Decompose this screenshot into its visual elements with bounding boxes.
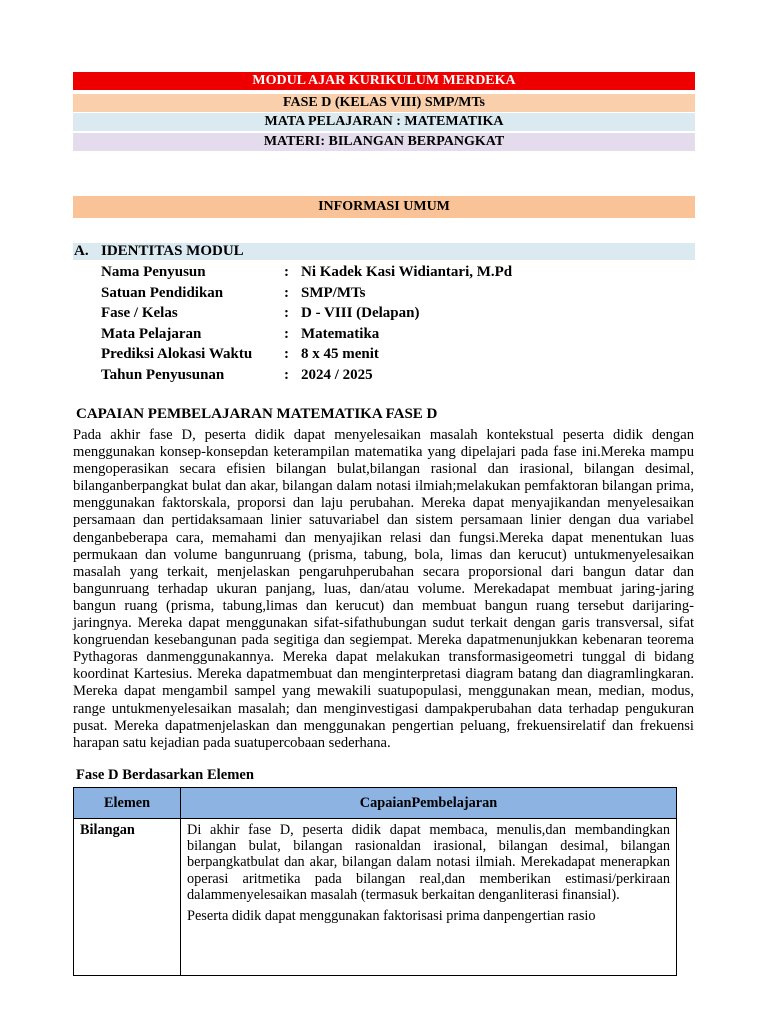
materi-band: MATERI: BILANGAN BERPANGKAT [73,133,695,151]
identitas-colon: : [284,264,289,280]
identitas-label: Nama Penyusun [101,264,206,280]
identitas-value: 2024 / 2025 [301,366,373,383]
table-header-row [74,788,677,819]
identitas-colon: : [284,284,289,301]
identitas-label: Fase / Kelas [101,305,178,322]
identitas-value: Ni Kadek Kasi Widiantari, M.Pd [301,264,513,280]
identitas-label: Mata Pelajaran [101,325,202,342]
capaian-cell [181,819,677,976]
module-title-band: MODUL AJAR KURIKULUM MERDEKA [73,72,695,90]
identitas-colon: : [284,305,289,322]
identitas-colon: : [284,325,289,342]
mata-pelajaran-band: MATA PELAJARAN : MATEMATIKA [73,113,695,131]
identitas-value: SMP/MTs [301,284,366,301]
capaian-cell-paragraph: Peserta didik dapat menggunakan faktorisasi prima danpengertian rasio [187,908,596,925]
column-header-capaian: CapaianPembelajaran [181,788,677,819]
table-row [74,819,677,976]
fase-band: FASE D (KELAS VIII) SMP/MTs [73,94,695,112]
section-a-heading [73,243,695,260]
column-header-elemen: Elemen [74,788,181,819]
informasi-umum-band: INFORMASI UMUM [73,196,695,218]
fase-elemen-heading: Fase D Berdasarkan Elemen [76,767,254,783]
capaian-heading: CAPAIAN PEMBELAJARAN MATEMATIKA FASE D [76,406,438,422]
identitas-label: Tahun Penyusunan [101,366,225,383]
capaian-elemen-table [73,787,677,976]
identitas-colon: : [284,366,289,383]
identitas-label: Prediksi Alokasi Waktu [101,346,253,363]
elemen-cell: Bilangan [74,819,181,976]
identitas-label: Satuan Pendidikan [101,284,224,301]
section-letter: A. [74,243,89,259]
identitas-value: D - VIII (Delapan) [301,305,420,322]
identitas-colon: : [284,346,289,363]
identitas-value: 8 x 45 menit [301,346,379,363]
section-title: IDENTITAS MODUL [101,243,244,259]
capaian-cell-paragraph: Di akhir fase D, peserta didik dapat membaca, menulis,dan membandingkan bilangan bulat, bilangan rasionaldan irasional, bilangan desimal, bilangan berpangkatbulat dan akar, bilangan dalam notasi ilmiah. Merekadapat menerapkan operasi aritmetika pada bilangan real,dan memberikan estimasi/perkiraan dalammenyelesaikan masalah (termasuk berkaitan denganliterasi finansial). [187,822,670,903]
identitas-value: Matematika [301,325,380,342]
capaian-paragraph: Pada akhir fase D, peserta didik dapat menyelesaikan masalah kontekstual peserta didik dengan menggunakan konsep-konsepdan keterampilan matematika yang dipelajari pada fase ini.Mereka mampu mengoperasikan secara efisien bilangan bulat,bilangan rasional dan irasional, bilangan desimal, bilanganberpangkat bulat dan akar, bilangan dalam notasi ilmiah;melakukan pemfaktoran bilangan prima, menggunakan faktorskala, proporsi dan laju perubahan. Mereka dapat menyajikandan menyelesaikan persamaan dan pertidaksamaan linier satuvariabel dan sistem persamaan linier dengan dua variabel denganbeberapa cara, memahami dan menyajikan relasi dan fungsi.Mereka dapat menentukan luas permukaan dan volume bangunruang (prisma, tabung, bola, limas dan kerucut) untukmenyelesaikan masalah yang terkait, menjelaskan pengaruhperubahan secara proporsional dari bangun datar dan bangunruang terhadap ukuran panjang, luas, dan/atau volume. Merekadapat membuat jaring-jaring bangun ruang (prisma, tabung,limas dan kerucut) dan membuat bangun ruang tersebut darijaring-jaringnya. Mereka dapat menggunakan sifat-sifathubungan sudut terkait dengan garis transversal, sifat kongruendan kesebangunan pada segitiga dan segiempat. Mereka dapatmenunjukkan kebenaran teorema Pythagoras danmenggunakannya. Mereka dapat melakukan transformasigeometri tunggal di bidang koordinat Kartesius. Mereka dapatmembuat dan menginterpretasi diagram batang dan diagramlingkaran. Mereka dapat mengambil sampel yang mewakili suatupopulasi, menggunakan mean, median, modus, range untukmenyelesaikan masalah; dan menginvestigasi dampakperubahan data terhadap pengukuran pusat. Mereka dapatmenjelaskan dan menggunakan pengertian peluang, frekuensirelatif dan frekuensi harapan satu kejadian pada suatupercobaan sederhana. [73,427,694,751]
